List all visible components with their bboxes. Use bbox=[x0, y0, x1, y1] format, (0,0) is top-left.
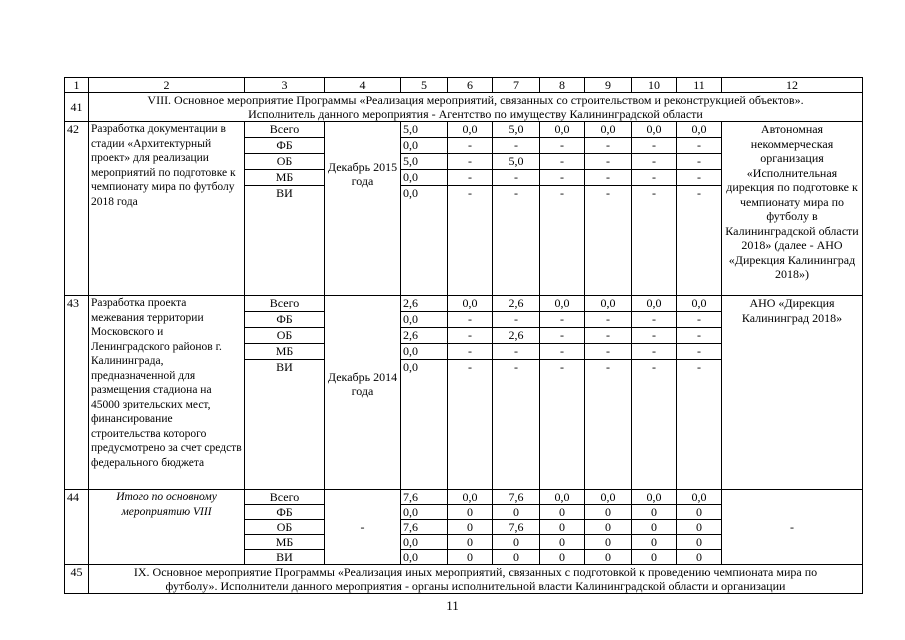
section-8-line2: Исполнитель данного мероприятия - Агентство по имуществу Калининградской области bbox=[248, 107, 703, 121]
amount-cell: 0,0 bbox=[540, 296, 585, 312]
amount-cell: - bbox=[448, 360, 493, 490]
amount-cell: 0 bbox=[677, 535, 722, 550]
amount-cell: 0,0 bbox=[585, 490, 632, 505]
row-number: 41 bbox=[65, 93, 89, 122]
amount-cell: 0,0 bbox=[448, 490, 493, 505]
header-cell: 8 bbox=[540, 78, 585, 93]
amount-cell: 0 bbox=[585, 550, 632, 565]
section-9-line1: IX. Основное мероприятие Программы «Реализация иных мероприятий, связанных с подготовкой к проведению чемпионата мира по bbox=[133, 565, 818, 579]
header-cell: 4 bbox=[325, 78, 401, 93]
amount-cell: - bbox=[677, 138, 722, 154]
amount-cell: 0,0 bbox=[677, 296, 722, 312]
funding-row bbox=[65, 490, 863, 505]
funding-source: ОБ bbox=[245, 520, 325, 535]
funding-source: МБ bbox=[245, 535, 325, 550]
amount-cell: 0 bbox=[493, 505, 540, 520]
header-cell: 3 bbox=[245, 78, 325, 93]
header-cell: 2 bbox=[89, 78, 245, 93]
amount-cell: 0 bbox=[585, 505, 632, 520]
amount-cell: 5,0 bbox=[401, 154, 448, 170]
section-8-line1: VIII. Основное мероприятие Программы «Реализация мероприятий, связанных со строительством и реконструкцией объектов». bbox=[147, 93, 804, 107]
funding-source: Всего bbox=[245, 490, 325, 505]
executor: Автономная некоммерческая организация «Исполнительная дирекция по подготовке к чемпионату мира по футболу в Калининградской области 2018» (далее - АНО «Дирекция Калининград 2018») bbox=[722, 122, 863, 296]
amount-cell: - bbox=[493, 186, 540, 296]
amount-cell: 0,0 bbox=[540, 490, 585, 505]
amount-cell: - bbox=[448, 328, 493, 344]
amount-cell: - bbox=[632, 344, 677, 360]
amount-cell: 0 bbox=[540, 505, 585, 520]
header-cell: 9 bbox=[585, 78, 632, 93]
amount-cell: - bbox=[448, 170, 493, 186]
amount-cell: 0,0 bbox=[401, 170, 448, 186]
amount-cell: 7,6 bbox=[493, 520, 540, 535]
amount-cell: 0,0 bbox=[448, 296, 493, 312]
funding-source: МБ bbox=[245, 344, 325, 360]
amount-cell: - bbox=[493, 138, 540, 154]
amount-cell: - bbox=[585, 312, 632, 328]
amount-cell: 2,6 bbox=[401, 328, 448, 344]
amount-cell: 0,0 bbox=[401, 138, 448, 154]
section-8-row bbox=[65, 93, 863, 122]
amount-cell: - bbox=[540, 344, 585, 360]
amount-cell: 0,0 bbox=[632, 122, 677, 138]
amount-cell: 0,0 bbox=[540, 122, 585, 138]
amount-cell: - bbox=[632, 360, 677, 490]
amount-cell: 0,0 bbox=[448, 122, 493, 138]
funding-source: ОБ bbox=[245, 328, 325, 344]
header-cell: 7 bbox=[493, 78, 540, 93]
deadline: Декабрь 2014 года bbox=[325, 296, 401, 490]
amount-cell: - bbox=[585, 170, 632, 186]
amount-cell: - bbox=[585, 344, 632, 360]
amount-cell: 7,6 bbox=[493, 490, 540, 505]
amount-cell: - bbox=[540, 170, 585, 186]
amount-cell: - bbox=[493, 170, 540, 186]
amount-cell: - bbox=[448, 344, 493, 360]
amount-cell: 0 bbox=[585, 535, 632, 550]
row-number: 42 bbox=[65, 122, 89, 296]
amount-cell: - bbox=[677, 360, 722, 490]
funding-source: ФБ bbox=[245, 312, 325, 328]
amount-cell: 0 bbox=[493, 550, 540, 565]
amount-cell: - bbox=[493, 360, 540, 490]
amount-cell: - bbox=[493, 344, 540, 360]
amount-cell: - bbox=[540, 138, 585, 154]
section-8-title bbox=[89, 93, 863, 122]
amount-cell: - bbox=[632, 186, 677, 296]
amount-cell: 2,6 bbox=[401, 296, 448, 312]
amount-cell: 0 bbox=[677, 505, 722, 520]
amount-cell: 0,0 bbox=[632, 296, 677, 312]
amount-cell: - bbox=[677, 170, 722, 186]
executor: АНО «Дирекция Калининград 2018» bbox=[722, 296, 863, 490]
amount-cell: - bbox=[540, 328, 585, 344]
amount-cell: 0 bbox=[448, 535, 493, 550]
amount-cell: - bbox=[677, 312, 722, 328]
amount-cell: 0,0 bbox=[401, 312, 448, 328]
amount-cell: 0 bbox=[677, 550, 722, 565]
funding-source: Всего bbox=[245, 122, 325, 138]
header-cell: 10 bbox=[632, 78, 677, 93]
amount-cell: 7,6 bbox=[401, 520, 448, 535]
funding-source: Всего bbox=[245, 296, 325, 312]
amount-cell: 0 bbox=[677, 520, 722, 535]
amount-cell: - bbox=[540, 360, 585, 490]
program-table bbox=[64, 77, 863, 594]
funding-row bbox=[65, 122, 863, 138]
activity-description: Итого по основному мероприятию VIII bbox=[89, 490, 245, 565]
header-cell: 5 bbox=[401, 78, 448, 93]
amount-cell: 0,0 bbox=[401, 505, 448, 520]
funding-source: ВИ bbox=[245, 186, 325, 296]
section-9-title bbox=[89, 565, 863, 594]
amount-cell: 0,0 bbox=[401, 535, 448, 550]
amount-cell: - bbox=[585, 360, 632, 490]
deadline: Декабрь 2015 года bbox=[325, 122, 401, 296]
amount-cell: - bbox=[448, 186, 493, 296]
funding-source: ВИ bbox=[245, 550, 325, 565]
amount-cell: 0 bbox=[540, 550, 585, 565]
amount-cell: - bbox=[632, 154, 677, 170]
deadline: - bbox=[325, 490, 401, 565]
amount-cell: - bbox=[448, 312, 493, 328]
amount-cell: - bbox=[585, 138, 632, 154]
amount-cell: 0 bbox=[448, 505, 493, 520]
amount-cell: - bbox=[540, 186, 585, 296]
amount-cell: 5,0 bbox=[401, 122, 448, 138]
amount-cell: 0 bbox=[540, 535, 585, 550]
activity-description: Разработка документации в стадии «Архитектурный проект» для реализации мероприятий по подготовке к чемпионату мира по футболу 2018 года bbox=[89, 122, 245, 296]
amount-cell: - bbox=[448, 138, 493, 154]
section-9-row bbox=[65, 565, 863, 594]
header-cell: 6 bbox=[448, 78, 493, 93]
amount-cell: 2,6 bbox=[493, 328, 540, 344]
amount-cell: 0 bbox=[632, 550, 677, 565]
funding-source: МБ bbox=[245, 170, 325, 186]
funding-source: ФБ bbox=[245, 138, 325, 154]
amount-cell: 0 bbox=[448, 550, 493, 565]
row-number: 43 bbox=[65, 296, 89, 490]
amount-cell: 0 bbox=[632, 520, 677, 535]
funding-source: ВИ bbox=[245, 360, 325, 490]
amount-cell: 0,0 bbox=[585, 296, 632, 312]
amount-cell: 0,0 bbox=[401, 550, 448, 565]
amount-cell: 5,0 bbox=[493, 154, 540, 170]
funding-source: ОБ bbox=[245, 154, 325, 170]
header-cell: 1 bbox=[65, 78, 89, 93]
amount-cell: 0 bbox=[448, 520, 493, 535]
amount-cell: 0,0 bbox=[632, 490, 677, 505]
amount-cell: - bbox=[632, 328, 677, 344]
funding-row bbox=[65, 296, 863, 312]
amount-cell: 0 bbox=[540, 520, 585, 535]
header-row bbox=[65, 78, 863, 93]
activity-description: Разработка проекта межевания территории Московского и Ленинградского районов г. Калининграда, предназначенной для размещения стадиона на 45000 зрительских мест, финансирование строительства которого предусмотрено за счет средств федерального бюджета bbox=[89, 296, 245, 490]
header-cell: 12 bbox=[722, 78, 863, 93]
page-number: 11 bbox=[446, 598, 459, 613]
amount-cell: - bbox=[493, 312, 540, 328]
amount-cell: - bbox=[540, 154, 585, 170]
amount-cell: - bbox=[632, 170, 677, 186]
amount-cell: 5,0 bbox=[493, 122, 540, 138]
funding-source: ФБ bbox=[245, 505, 325, 520]
row-number: 44 bbox=[65, 490, 89, 565]
amount-cell: 0,0 bbox=[677, 122, 722, 138]
header-cell: 11 bbox=[677, 78, 722, 93]
amount-cell: 2,6 bbox=[493, 296, 540, 312]
amount-cell: - bbox=[540, 312, 585, 328]
amount-cell: - bbox=[585, 154, 632, 170]
amount-cell: 0,0 bbox=[677, 490, 722, 505]
amount-cell: - bbox=[585, 328, 632, 344]
executor: - bbox=[722, 490, 863, 565]
amount-cell: - bbox=[677, 154, 722, 170]
amount-cell: - bbox=[448, 154, 493, 170]
section-9-line2: футболу». Исполнители данного мероприятия - органы исполнительной власти Калининградской области и организации bbox=[165, 579, 786, 593]
amount-cell: - bbox=[677, 186, 722, 296]
amount-cell: 0,0 bbox=[585, 122, 632, 138]
amount-cell: - bbox=[632, 138, 677, 154]
amount-cell: 0 bbox=[632, 505, 677, 520]
amount-cell: 0,0 bbox=[401, 186, 448, 296]
amount-cell: 0,0 bbox=[401, 360, 448, 490]
amount-cell: 0 bbox=[585, 520, 632, 535]
amount-cell: 7,6 bbox=[401, 490, 448, 505]
amount-cell: 0,0 bbox=[401, 344, 448, 360]
amount-cell: 0 bbox=[493, 535, 540, 550]
amount-cell: - bbox=[632, 312, 677, 328]
row-number: 45 bbox=[65, 565, 89, 594]
amount-cell: 0 bbox=[632, 535, 677, 550]
amount-cell: - bbox=[677, 328, 722, 344]
amount-cell: - bbox=[585, 186, 632, 296]
amount-cell: - bbox=[677, 344, 722, 360]
